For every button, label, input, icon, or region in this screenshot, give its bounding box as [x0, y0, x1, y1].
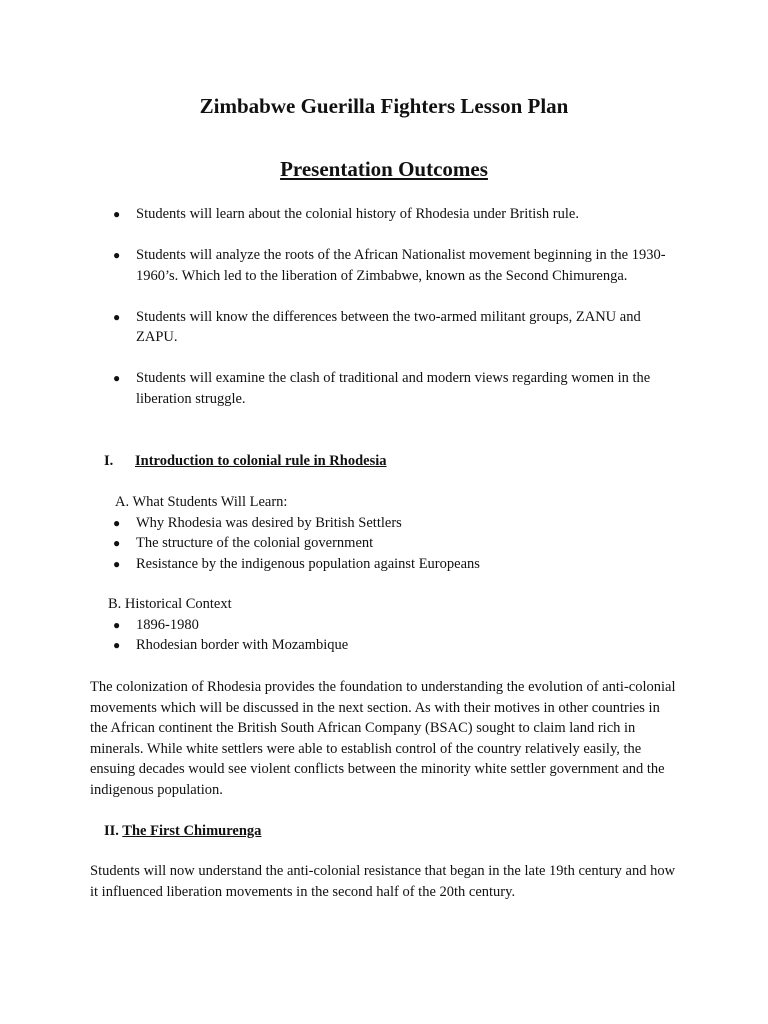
bullet-icon: ● — [113, 371, 121, 385]
section-title: Introduction to colonial rule in Rhodesia — [135, 453, 387, 469]
list-item — [0, 635, 768, 656]
list-item — [0, 245, 676, 286]
outcome-text: Students will examine the clash of traditional and modern views regarding women in the liberation struggle. — [136, 370, 651, 407]
bullet-icon: ● — [113, 515, 121, 530]
bullet-icon: ● — [113, 536, 121, 550]
list-item — [0, 368, 676, 409]
subsection-b-list — [0, 615, 768, 656]
list-item — [0, 533, 768, 554]
list-item-text: 1896-1980 — [136, 616, 199, 633]
outcomes-heading: Presentation Outcomes — [280, 157, 488, 181]
section-title: The First Chimurenga — [122, 823, 262, 839]
section-2-heading — [104, 821, 261, 842]
list-item-text: The structure of the colonial government — [136, 535, 374, 551]
list-item — [0, 307, 676, 348]
section-number: I. — [104, 453, 114, 469]
document-title: Zimbabwe Guerilla Fighters Lesson Plan — [199, 94, 569, 118]
list-item — [0, 615, 768, 636]
section-number: II. — [104, 823, 119, 839]
outcome-text: Students will learn about the colonial history of Rhodesia under British rule. — [136, 206, 579, 222]
list-item-text: Rhodesian border with Mozambique — [136, 637, 349, 653]
outcomes-list — [0, 204, 768, 430]
bullet-icon: ● — [113, 309, 121, 324]
subsection-a-list — [0, 513, 768, 575]
list-item — [0, 204, 676, 225]
subsection-label: A. What Students Will Learn: — [115, 494, 288, 510]
subsection-label: B. Historical Context — [108, 596, 232, 612]
bullet-icon: ● — [113, 638, 121, 652]
section-1-paragraph: The colonization of Rhodesia provides the foundation to understanding the evolution of anti-colonial movements which will be discussed in the next section. As with their motives in other countries in the African continent the British South African Company (BSAC) sought to claim land rich in minerals. While white settlers were able to establish control of the country relatively easily, the ensuing decades would see violent conflicts between the minority white settler government and the indigenous population. — [90, 679, 676, 798]
list-item — [0, 513, 768, 534]
outcome-text: Students will analyze the roots of the African Nationalist movement beginning in the 1930-1960’s. Which led to the liberation of Zimbabwe, known as the Second Chimurenga. — [136, 247, 666, 284]
list-item-text: Why Rhodesia was desired by British Settlers — [136, 514, 402, 531]
bullet-icon: ● — [113, 248, 121, 262]
bullet-icon: ● — [113, 617, 121, 632]
bullet-icon: ● — [113, 556, 121, 571]
bullet-icon: ● — [113, 207, 121, 221]
list-item-text: Resistance by the indigenous population against Europeans — [136, 555, 480, 572]
section-2-paragraph: Students will now understand the anti-colonial resistance that began in the late 19th century and how it influenced liberation movements in the second half of the 20th century. — [90, 863, 676, 900]
outcome-text: Students will know the differences between the two-armed militant groups, ZANU and ZAPU. — [136, 308, 641, 345]
list-item — [0, 554, 768, 575]
